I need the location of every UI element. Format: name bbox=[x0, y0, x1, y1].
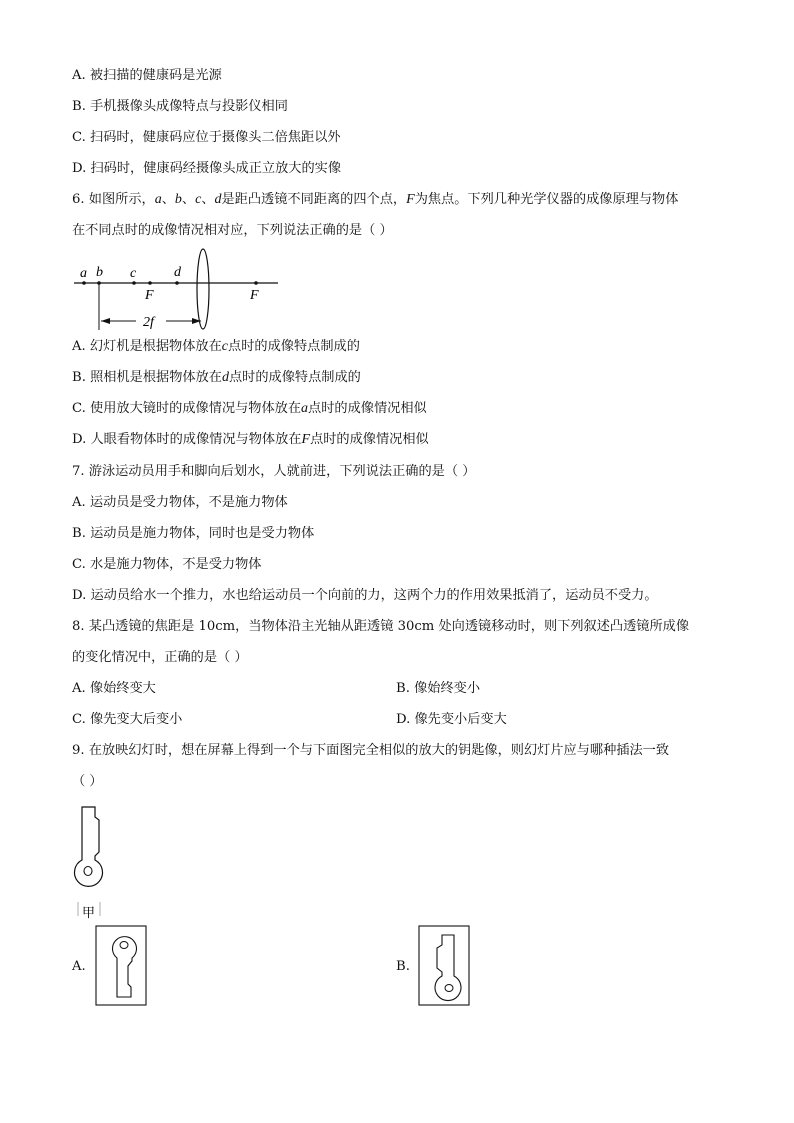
q7-option-a: A. 运动员是受力物体，不是施力物体 bbox=[72, 495, 288, 510]
key-hole bbox=[84, 867, 92, 876]
q5-option-b: B. 手机摄像头成像特点与投影仪相同 bbox=[72, 99, 288, 114]
slide-b-key bbox=[435, 935, 461, 1001]
q6-opt-c-pre: C. 使用放大镜时的成像情况与物体放在 bbox=[72, 401, 302, 416]
q6-stem-mid: 是距凸透镜不同距离的四个点， bbox=[221, 192, 407, 207]
q6-sep: 、 bbox=[161, 192, 175, 207]
label-2f: 2f bbox=[143, 315, 154, 330]
label-a: a bbox=[80, 266, 87, 281]
q6-opt-b-pre: B. 照相机是根据物体放在 bbox=[72, 370, 222, 385]
label-f-left: F bbox=[145, 288, 154, 303]
q6-opt-c-var: a bbox=[301, 401, 309, 416]
q7-stem: 7. 游泳运动员用手和脚向后划水，人就前进，下列说法正确的是（ ） bbox=[72, 464, 476, 479]
q9-option-b-label: B. bbox=[396, 959, 410, 974]
q6-opt-a-pre: A. 幻灯机是根据物体放在 bbox=[72, 339, 222, 354]
q8-option-d: D. 像先变小后变大 bbox=[396, 712, 507, 727]
slide-a-key-hole bbox=[120, 942, 128, 949]
label-c: c bbox=[130, 266, 137, 281]
slide-a-key bbox=[112, 937, 136, 997]
q9-stem-line2: （ ） bbox=[72, 774, 103, 789]
q8-stem-line1: 8. 某凸透镜的焦距是 10cm，当物体沿主光轴从距透镜 30cm 处向透镜移动时，则下列叙述凸透镜所成像 bbox=[72, 619, 690, 634]
q6-stem-pre: 6. 如图所示， bbox=[72, 192, 155, 207]
q6-opt-d-pre: D. 人眼看物体时的成像情况与物体放在 bbox=[72, 432, 302, 447]
q9-stem-line1: 9. 在放映幻灯时，想在屏幕上得到一个与下面图完全相似的放大的钥匙像，则幻灯片应与哪种插法一致 bbox=[72, 743, 670, 758]
q6-point-d: d bbox=[214, 192, 222, 207]
q6-stem-line2: 在不同点时的成像情况相对应，下列说法正确的是（ ） bbox=[72, 223, 393, 238]
label-b: b bbox=[96, 265, 103, 280]
slide-b-key-hole bbox=[445, 985, 453, 992]
q6-opt-c-post: 点时的成像情况相似 bbox=[308, 401, 427, 416]
q7-option-c: C. 水是施力物体，不是受力物体 bbox=[72, 557, 262, 572]
q6-opt-d-post: 点时的成像情况相似 bbox=[310, 432, 429, 447]
q8-option-c: C. 像先变大后变小 bbox=[72, 712, 183, 727]
q6-opt-b-post: 点时的成像特点制成的 bbox=[228, 370, 361, 385]
q5-option-a: A. 被扫描的健康码是光源 bbox=[72, 68, 222, 83]
slide-a-frame bbox=[96, 926, 146, 1005]
q6-stem-post: 为焦点。下列几种光学仪器的成像原理与物体 bbox=[414, 192, 679, 207]
q6-sep: 、 bbox=[201, 192, 215, 207]
q8-stem-line2: 的变化情况中，正确的是（ ） bbox=[72, 650, 248, 665]
q6-opt-b-var: d bbox=[221, 370, 229, 385]
q6-sep: 、 bbox=[181, 192, 196, 207]
q6-opt-a-var: c bbox=[221, 339, 229, 354]
q6-point-a: a bbox=[154, 192, 162, 207]
key-shape bbox=[75, 807, 103, 886]
label-d: d bbox=[174, 265, 181, 280]
q9-option-a-label: A. bbox=[72, 959, 86, 974]
q6-point-b: b bbox=[174, 192, 182, 207]
q6-opt-d-var: F bbox=[301, 432, 311, 447]
q7-option-d: D. 运动员给水一个推力，水也给运动员一个向前的力，这两个力的作用效果抵消了，运动员不受力。 bbox=[72, 588, 658, 603]
figure-label-jia: 甲 bbox=[82, 905, 96, 920]
q8-option-a: A. 像始终变大 bbox=[72, 681, 156, 696]
slide-b-frame bbox=[419, 926, 469, 1005]
q7-option-b: B. 运动员是施力物体，同时也是受力物体 bbox=[72, 526, 315, 541]
q5-option-d: D. 扫码时，健康码经摄像头成正立放大的实像 bbox=[72, 161, 342, 176]
q6-point-c: c bbox=[195, 192, 202, 207]
q6-opt-a-post: 点时的成像特点制成的 bbox=[228, 339, 360, 354]
q6-focus: F bbox=[406, 192, 415, 207]
label-f-right: F bbox=[250, 288, 259, 303]
q8-option-b: B. 像始终变小 bbox=[396, 681, 481, 696]
q5-option-c: C. 扫码时，健康码应位于摄像头二倍焦距以外 bbox=[72, 130, 341, 145]
